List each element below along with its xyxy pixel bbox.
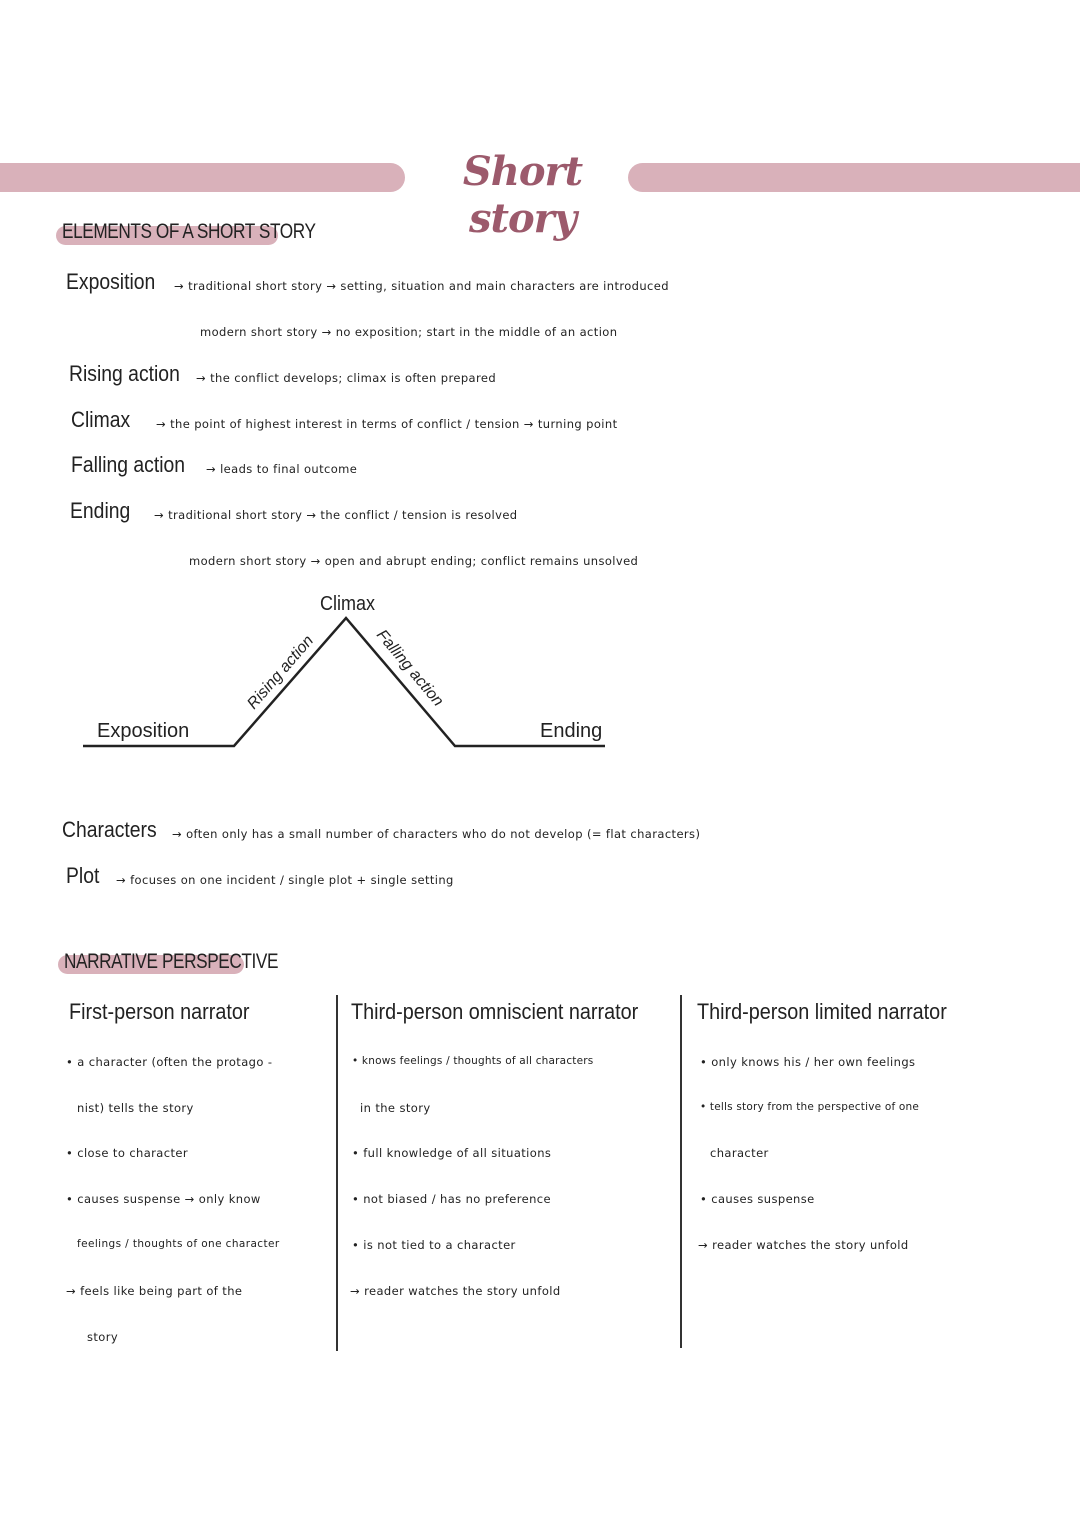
first-line: → feels like being part of the — [66, 1284, 243, 1298]
page-title: Short story — [462, 148, 583, 242]
term-falling-action: Falling action — [71, 452, 186, 477]
diagram-rising-label: Rising action — [244, 632, 318, 713]
diagram-climax-label: Climax — [320, 593, 375, 616]
omniscient-title: Third-person omniscient narrator — [351, 999, 639, 1024]
column-divider-1 — [336, 995, 338, 1351]
ending-line2: modern short story → open and abrupt ending; conflict remains unsolved — [189, 554, 639, 568]
exposition-line1: → traditional short story → setting, situation and main characters are introduced — [174, 279, 669, 293]
diagram-falling-label: Falling action — [372, 626, 447, 710]
omniscient-line: • not biased / has no preference — [352, 1192, 551, 1206]
term-ending: Ending — [70, 498, 131, 523]
limited-line: • only knows his / her own feelings — [700, 1055, 916, 1069]
ending-line1: → traditional short story → the conflict / tension is resolved — [154, 508, 518, 522]
omniscient-line: • full knowledge of all situations — [352, 1146, 552, 1160]
first-person-title: First-person narrator — [69, 999, 250, 1024]
first-line: • close to character — [66, 1146, 188, 1160]
falling-line1: → leads to final outcome — [206, 462, 358, 476]
omniscient-line: • knows feelings / thoughts of all characters — [352, 1055, 594, 1067]
rising-line1: → the conflict develops; climax is often prepared — [196, 371, 497, 385]
diagram-exposition-label: Exposition — [97, 720, 190, 742]
term-rising-action: Rising action — [69, 361, 180, 386]
plot-line1: → focuses on one incident / single plot + single setting — [116, 873, 454, 887]
header-bar-right — [628, 163, 1080, 192]
limited-line: character — [710, 1146, 769, 1160]
limited-line: • causes suspense — [700, 1192, 815, 1206]
first-line: • a character (often the protago - — [66, 1055, 273, 1069]
diagram-ending-label: Ending — [540, 720, 603, 742]
term-exposition: Exposition — [66, 269, 156, 294]
limited-title: Third-person limited narrator — [697, 999, 947, 1024]
header-bar-left — [0, 163, 405, 192]
term-characters: Characters — [62, 817, 157, 842]
exposition-line2: modern short story → no exposition; start in the middle of an action — [200, 325, 618, 339]
limited-line: → reader watches the story unfold — [698, 1238, 909, 1252]
characters-line1: → often only has a small number of characters who do not develop (= flat characters) — [172, 827, 701, 841]
first-line: nist) tells the story — [77, 1101, 194, 1115]
term-plot: Plot — [66, 863, 100, 888]
plot-diagram — [0, 580, 700, 770]
limited-line: • tells story from the perspective of one — [700, 1101, 920, 1113]
narrative-heading: NARRATIVE PERSPECTIVE — [64, 950, 279, 973]
climax-line1: → the point of highest interest in terms of conflict / tension → turning point — [156, 417, 618, 431]
column-divider-2 — [680, 995, 682, 1348]
first-line: • causes suspense → only know — [66, 1192, 261, 1206]
omniscient-line: → reader watches the story unfold — [350, 1284, 561, 1298]
omniscient-line: in the story — [360, 1101, 431, 1115]
term-climax: Climax — [71, 407, 131, 432]
omniscient-line: • is not tied to a character — [352, 1238, 516, 1252]
first-line: feelings / thoughts of one character — [77, 1238, 280, 1250]
first-line: story — [87, 1330, 119, 1344]
elements-heading: ELEMENTS OF A SHORT STORY — [62, 220, 316, 243]
